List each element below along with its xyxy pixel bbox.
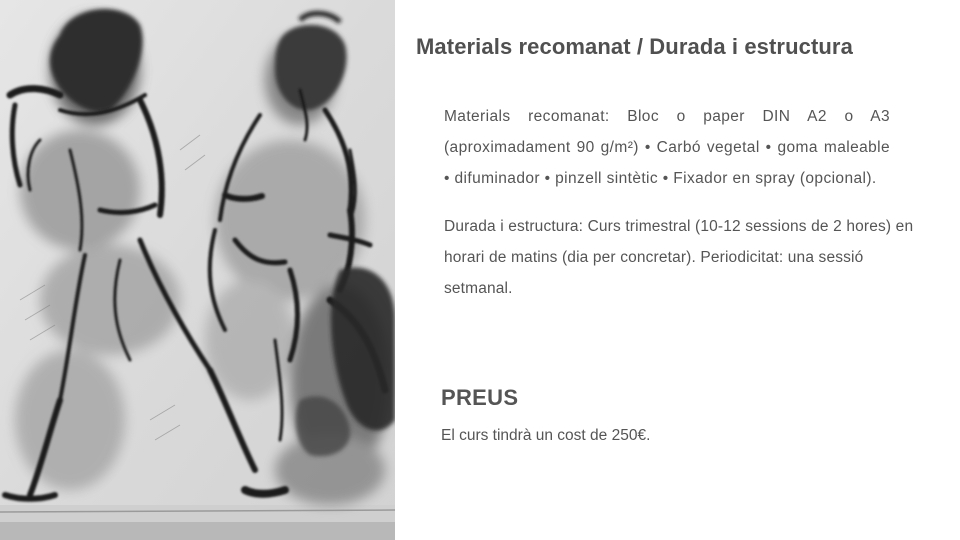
preus-heading: PREUS <box>441 385 519 410</box>
charcoal-figure-drawing <box>0 0 395 540</box>
duration-paragraph: Durada i estructura: Curs trimestral (10-12 sessions de 2 hores) en horari de matins (dia per concretar). Periodicitat: una sessió setmanal. <box>444 218 914 297</box>
materials-paragraph: Materials recomanat: Bloc o paper DIN A2 o A3 (aproximadament 90 g/m²) • Carbó vegetal • goma maleable • difuminador • pinzell sintètic • Fixador en spray (opcional). <box>444 108 890 187</box>
body-text <box>444 101 914 304</box>
charcoal-drawing-art <box>0 0 395 540</box>
preus-text: El curs tindrà un cost de 250€. <box>441 427 651 444</box>
page-title: Materials recomanat / Durada i estructura <box>416 34 853 59</box>
